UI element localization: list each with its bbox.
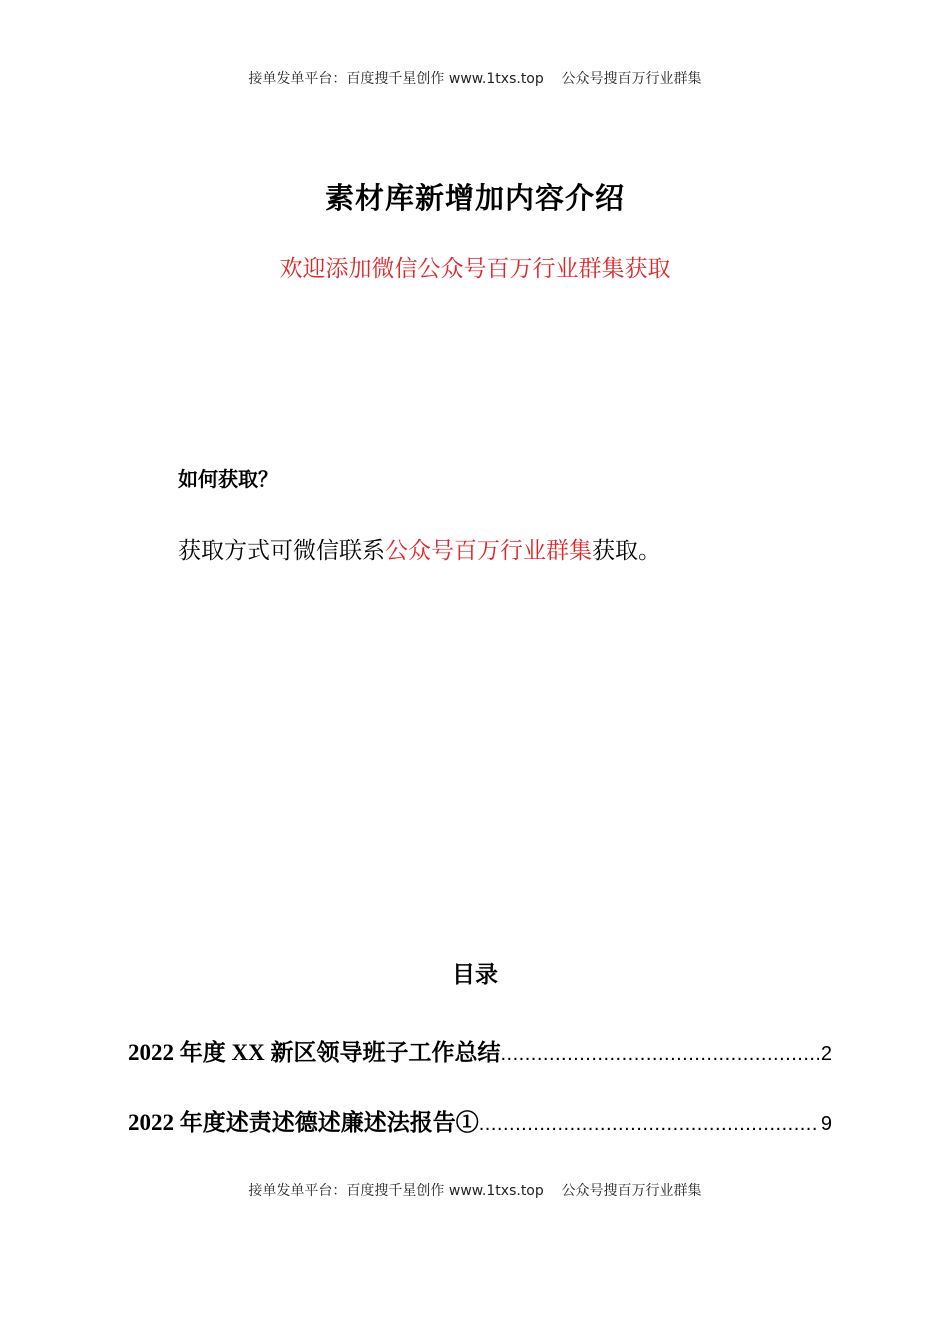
toc-entry-title[interactable]: 2022 年度 XX 新区领导班子工作总结 xyxy=(128,1040,501,1065)
toc-entry-page: 9 xyxy=(820,1113,832,1135)
toc-entry-page: 2 xyxy=(820,1043,832,1065)
toc-heading: 目录 xyxy=(452,962,498,988)
toc-leader-dots xyxy=(479,1113,819,1136)
document-title: 素材库新增加内容介绍 xyxy=(324,181,625,215)
toc-entry[interactable] xyxy=(128,1104,832,1137)
howto-body-suffix: 获取。 xyxy=(592,538,661,564)
howto-body-prefix: 获取方式可微信联系 xyxy=(178,538,385,564)
toc-entry-title[interactable]: 2022 年度述责述德述廉述法报告① xyxy=(128,1110,479,1135)
toc-leader-dots xyxy=(500,1043,818,1066)
document-subtitle: 欢迎添加微信公众号百万行业群集获取 xyxy=(279,256,671,282)
page-footer: 接单发单平台：百度搜千星创作 www.1txs.top 公众号搜百万行业群集 xyxy=(248,1183,702,1199)
howto-heading: 如何获取？ xyxy=(178,467,278,491)
howto-body xyxy=(178,532,661,565)
page-header: 接单发单平台：百度搜千星创作 www.1txs.top 公众号搜百万行业群集 xyxy=(248,71,702,87)
howto-body-highlight: 公众号百万行业群集 xyxy=(385,538,592,564)
toc-entry[interactable] xyxy=(128,1034,832,1067)
